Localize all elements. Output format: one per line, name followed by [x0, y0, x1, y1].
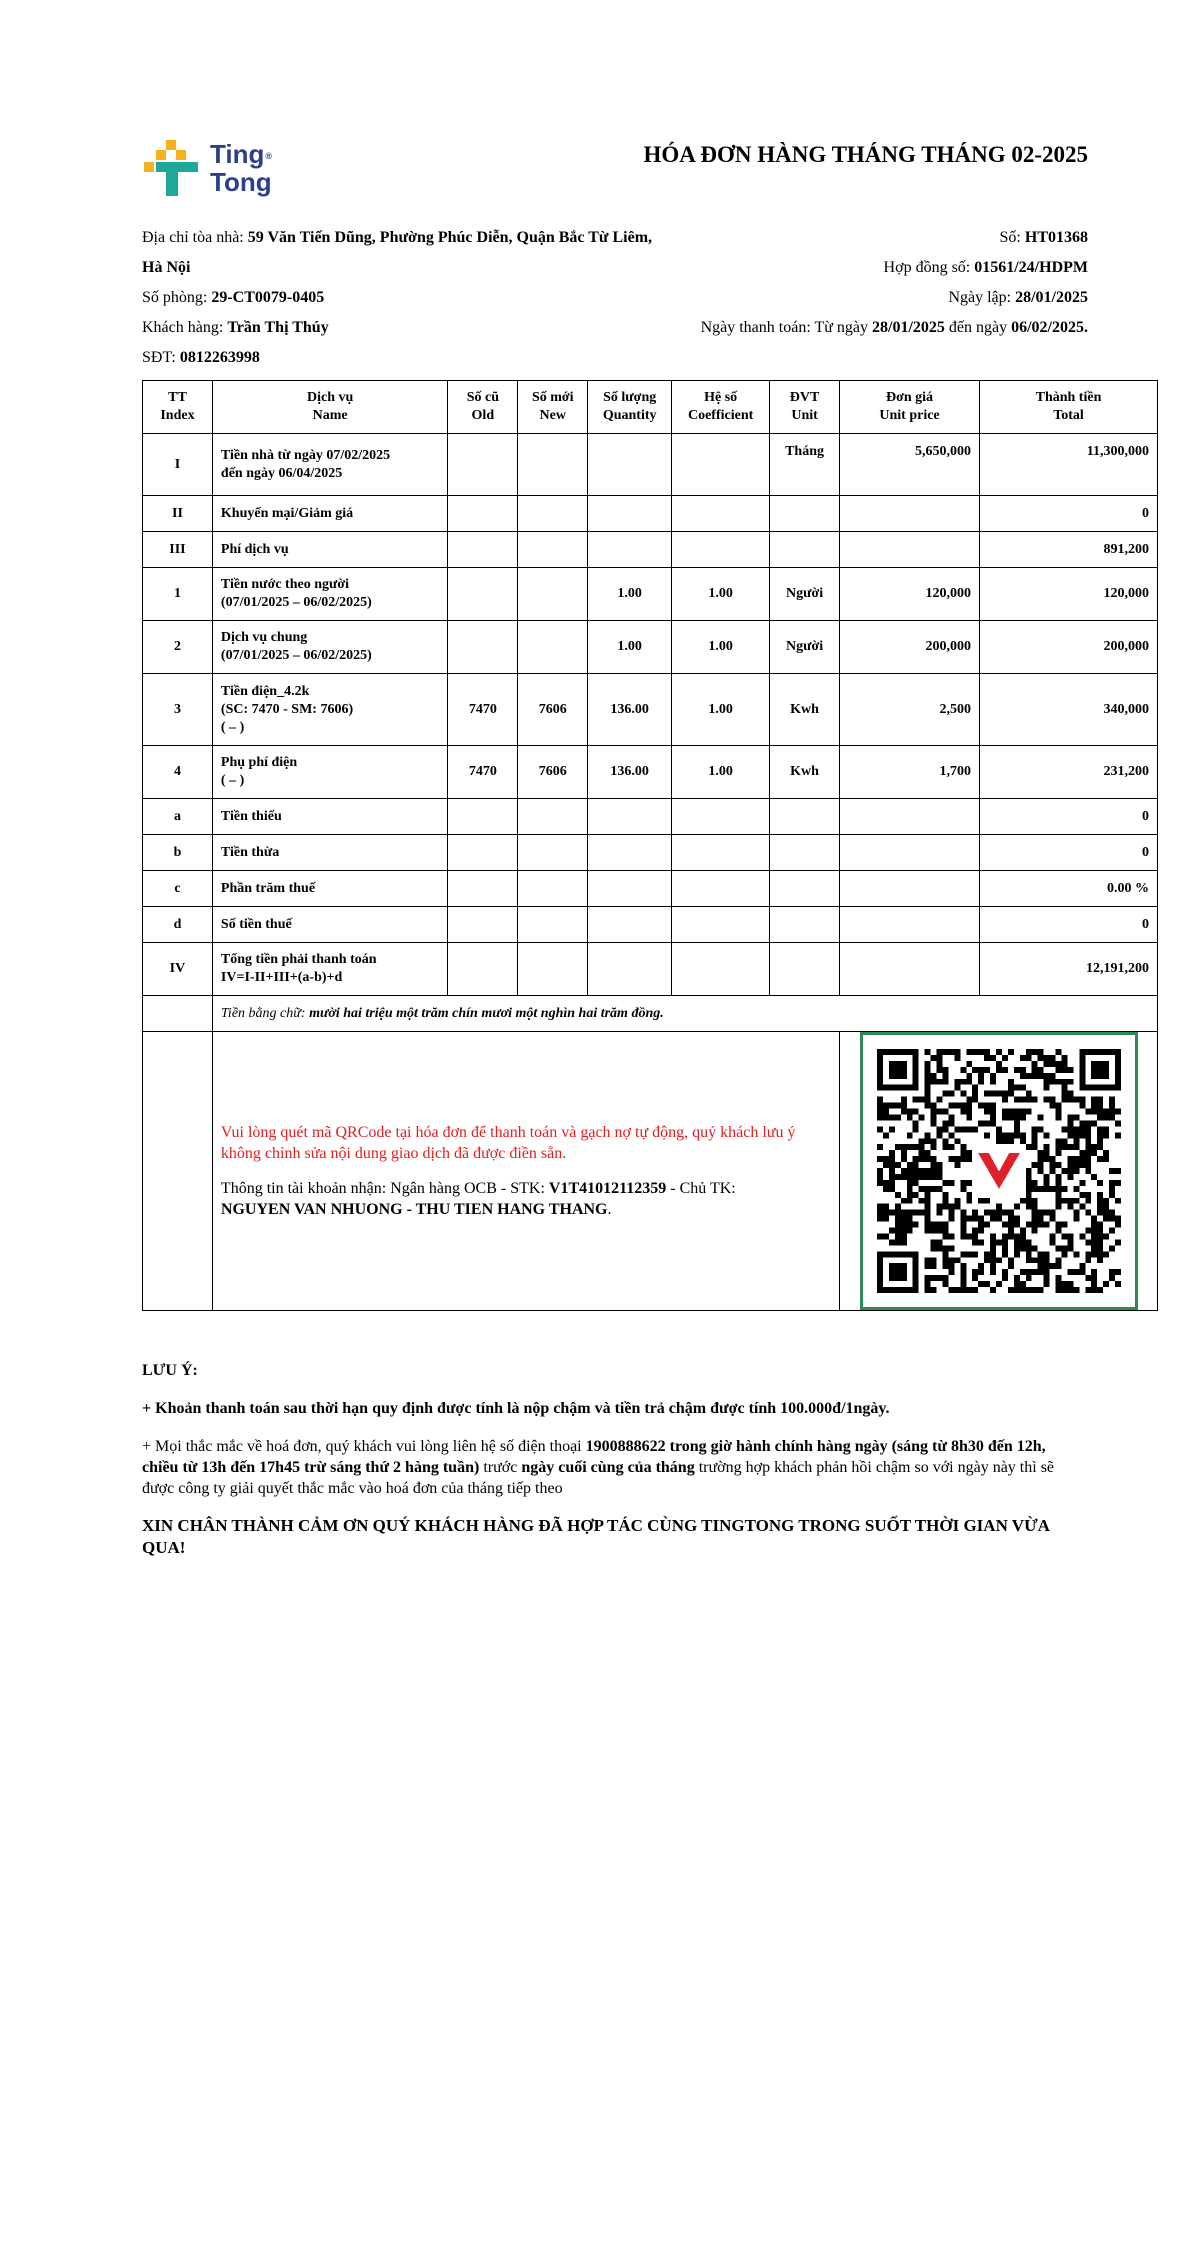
- issue-date-value: 28/01/2025: [1015, 289, 1088, 306]
- cell-old: [448, 907, 518, 943]
- cell-total: 340,000: [979, 674, 1157, 746]
- table-row: [143, 871, 1158, 907]
- bank-account-number: V1T41012112359: [548, 1180, 667, 1197]
- table-row: [143, 799, 1158, 835]
- table-row: [143, 746, 1158, 799]
- cell-old: 7470: [448, 746, 518, 799]
- cell-unit: [770, 871, 840, 907]
- cell-qty: [588, 907, 672, 943]
- table-row: [143, 943, 1158, 996]
- cell-qty: [588, 496, 672, 532]
- column-header: [672, 381, 770, 434]
- cell-old: 7470: [448, 674, 518, 746]
- cell-name: [212, 943, 447, 996]
- cell-new: [518, 943, 588, 996]
- payment-period: [528, 313, 1088, 343]
- column-header-en: Unit: [791, 408, 818, 423]
- invoice-title: HÓA ĐƠN HÀNG THÁNG THÁNG 02-2025: [643, 142, 1088, 167]
- cell-new: 7606: [518, 746, 588, 799]
- service-name-line: Dịch vụ chung: [220, 630, 308, 645]
- cell-empty: [143, 1032, 213, 1311]
- bank-info-prefix: Thông tin tài khoản nhận: Ngân hàng OCB - STK:: [220, 1180, 549, 1197]
- account-owner-suffix: .: [607, 1201, 612, 1218]
- account-owner-name: NGUYEN VAN NHUONG - THU TIEN HANG THANG: [220, 1201, 608, 1218]
- cell-idx: IV: [143, 943, 213, 996]
- cell-qty: 136.00: [588, 674, 672, 746]
- table-row: [143, 907, 1158, 943]
- contact-note-deadline: ngày cuối cùng của tháng: [521, 1459, 695, 1476]
- logo-line1: Ting: [210, 139, 265, 169]
- cell-old: [448, 532, 518, 568]
- cell-idx: c: [143, 871, 213, 907]
- cell-unit: Kwh: [770, 674, 840, 746]
- column-header-vi: ĐVT: [789, 390, 820, 405]
- table-row: [143, 532, 1158, 568]
- column-header: [840, 381, 980, 434]
- invoice-table: [142, 380, 1158, 1311]
- cell-unit: [770, 835, 840, 871]
- contact-note-hours: 1900888622 trong giờ hành chính hàng ngày (sáng từ 8h30 đến 12h, chiều từ 13h đến 17h45 trừ sáng thứ 2 hàng tuần): [142, 1438, 1046, 1476]
- cell-name: [212, 674, 447, 746]
- cell-total: 11,300,000: [979, 434, 1157, 496]
- column-header-en: Quantity: [602, 408, 657, 423]
- cell-new: [518, 532, 588, 568]
- column-header-en: New: [539, 408, 566, 423]
- column-header-vi: Số mới: [531, 390, 574, 405]
- cell-coef: [672, 434, 770, 496]
- bank-account-info: [221, 1178, 831, 1220]
- cell-old: [448, 835, 518, 871]
- cell-old: [448, 871, 518, 907]
- cell-old: [448, 943, 518, 996]
- column-header-vi: Số lượng: [603, 390, 657, 405]
- table-row: [143, 496, 1158, 532]
- cell-unit: [770, 943, 840, 996]
- cell-name: [212, 871, 447, 907]
- contact-note-part2: trước: [479, 1459, 522, 1476]
- service-name-line: Tổng tiền phải thanh toán: [220, 952, 377, 967]
- cell-old: [448, 799, 518, 835]
- payment-from-date: 28/01/2025: [872, 319, 945, 336]
- cell-old: [448, 434, 518, 496]
- service-name-line: Tiền nhà từ ngày 07/02/2025: [220, 447, 391, 463]
- cell-idx: b: [143, 835, 213, 871]
- qr-cell: [840, 1032, 1158, 1311]
- contact-note-part3: trường hợp khách phản hồi chậm so với ngày này thì sẽ được công ty giải quyết thắc mắc vào hoá đơn của tháng tiếp theo: [142, 1459, 1055, 1497]
- notes-title: LƯU Ý:: [142, 1362, 198, 1379]
- cell-qty: 1.00: [588, 568, 672, 621]
- column-header-vi: Đơn giá: [885, 390, 934, 405]
- logo-wordmark: [210, 140, 272, 196]
- cell-coef: [672, 907, 770, 943]
- cell-coef: [672, 943, 770, 996]
- logo-line2: Tong: [210, 167, 272, 197]
- column-header-en: Old: [471, 408, 495, 423]
- cell-idx: 4: [143, 746, 213, 799]
- logo-registered-mark: ®: [265, 151, 273, 161]
- cell-price: [840, 907, 980, 943]
- cell-total: 0: [979, 799, 1157, 835]
- cell-unit: Kwh: [770, 746, 840, 799]
- qr-warning-text: Vui lòng quét mã QRCode tại hóa đơn để thanh toán và gạch nợ tự động, quý khách lưu ý không chỉnh sửa nội dung giao dịch đã được điền sẵn.: [220, 1124, 796, 1162]
- service-name-line: (SC: 7470 - SM: 7606): [220, 701, 354, 717]
- cell-new: [518, 434, 588, 496]
- cell-name: [212, 746, 447, 799]
- invoice-meta: [528, 223, 1088, 343]
- cell-price: [840, 835, 980, 871]
- cell-name: [212, 532, 447, 568]
- cell-price: 200,000: [840, 621, 980, 674]
- cell-idx: III: [143, 532, 213, 568]
- contact-note-part1: + Mọi thắc mắc về hoá đơn, quý khách vui lòng liên hệ số điện thoại: [142, 1438, 586, 1455]
- cell-coef: [672, 532, 770, 568]
- cell-unit: [770, 532, 840, 568]
- cell-name: [212, 434, 447, 496]
- cell-idx: I: [143, 434, 213, 496]
- cell-qty: 1.00: [588, 621, 672, 674]
- customer-phone-label: SĐT:: [142, 349, 180, 366]
- contact-note: [142, 1436, 1082, 1499]
- service-name-line: Số tiền thuế: [220, 916, 292, 932]
- invoice-number-value: HT01368: [1024, 229, 1088, 246]
- table-row: [143, 568, 1158, 621]
- issue-date: [528, 283, 1088, 313]
- cell-name: [212, 799, 447, 835]
- cell-total: 200,000: [979, 621, 1157, 674]
- cell-name: [212, 835, 447, 871]
- cell-unit: Tháng: [770, 434, 840, 496]
- table-row: [143, 621, 1158, 674]
- cell-total: 12,191,200: [979, 943, 1157, 996]
- service-name-line: ( – ): [220, 719, 245, 735]
- column-header: [143, 381, 213, 434]
- building-address-value: 59 Văn Tiến Dũng, Phường Phúc Diễn, Quận Bắc Từ Liêm, Hà Nội: [142, 229, 653, 276]
- tingtong-logo: [142, 140, 282, 200]
- cell-new: [518, 835, 588, 871]
- amount-in-words-value: mười hai triệu một trăm chín mươi một nghìn hai trăm đồng.: [309, 1005, 664, 1021]
- cell-price: 2,500: [840, 674, 980, 746]
- cell-price: [840, 532, 980, 568]
- cell-new: 7606: [518, 674, 588, 746]
- service-name-line: Phụ phí điện: [220, 755, 298, 770]
- column-header: [770, 381, 840, 434]
- issue-date-label: Ngày lập:: [948, 289, 1016, 306]
- amount-in-words: [212, 996, 1157, 1032]
- column-header-en: Index: [160, 408, 195, 423]
- cell-total: 0: [979, 835, 1157, 871]
- cell-name: [212, 568, 447, 621]
- cell-price: 5,650,000: [840, 434, 980, 496]
- room-number-label: Số phòng:: [142, 289, 212, 306]
- cell-price: 1,700: [840, 746, 980, 799]
- qr-brand-check-icon: [978, 1153, 1020, 1189]
- cell-total: 0.00 %: [979, 871, 1157, 907]
- cell-qty: [588, 434, 672, 496]
- service-name-line: Tiền thừa: [220, 844, 280, 860]
- table-row: [143, 835, 1158, 871]
- cell-old: [448, 568, 518, 621]
- service-name-line: (07/01/2025 – 06/02/2025): [220, 648, 372, 663]
- notes-section: [142, 1360, 1082, 1559]
- cell-idx: 3: [143, 674, 213, 746]
- payment-qr-code[interactable]: [860, 1032, 1138, 1310]
- cell-qty: 136.00: [588, 746, 672, 799]
- cell-name: [212, 907, 447, 943]
- customer-name-value: Trần Thị Thúy: [227, 319, 329, 336]
- customer-phone-value: 0812263998: [179, 349, 260, 366]
- column-header-en: Unit price: [879, 408, 940, 423]
- service-name-line: đến ngày 06/04/2025: [220, 465, 343, 481]
- cell-qty: [588, 799, 672, 835]
- column-header: [448, 381, 518, 434]
- cell-old: [448, 621, 518, 674]
- cell-coef: 1.00: [672, 568, 770, 621]
- cell-qty: [588, 532, 672, 568]
- amount-in-words-row: [143, 996, 1158, 1032]
- cell-total: 120,000: [979, 568, 1157, 621]
- cell-name: [212, 496, 447, 532]
- service-name-line: IV=I-II+III+(a-b)+d: [220, 970, 343, 985]
- payment-instructions: [212, 1032, 839, 1311]
- cell-unit: [770, 496, 840, 532]
- payment-to-date: 06/02/2025.: [1011, 319, 1088, 336]
- account-owner-label: - Chủ TK:: [666, 1180, 736, 1197]
- cell-total: 891,200: [979, 532, 1157, 568]
- cell-unit: Người: [770, 568, 840, 621]
- invoice-number-label: Số:: [999, 229, 1025, 246]
- service-name-line: Tiền nước theo người: [220, 577, 350, 592]
- cell-price: [840, 799, 980, 835]
- cell-coef: [672, 871, 770, 907]
- column-header-en: Total: [1053, 408, 1084, 423]
- table-header-row: [143, 381, 1158, 434]
- service-name-line: Khuyến mại/Giảm giá: [220, 505, 354, 521]
- customer-name-label: Khách hàng:: [142, 319, 228, 336]
- cell-coef: 1.00: [672, 674, 770, 746]
- contract-number: [528, 253, 1088, 283]
- cell-new: [518, 496, 588, 532]
- cell-idx: a: [143, 799, 213, 835]
- cell-qty: [588, 943, 672, 996]
- cell-coef: 1.00: [672, 621, 770, 674]
- contract-number-label: Hợp đồng số:: [883, 259, 975, 276]
- payment-row: [143, 1032, 1158, 1311]
- column-header: [979, 381, 1157, 434]
- service-name-line: Tiền điện_4.2k: [220, 683, 310, 699]
- column-header-vi: Dịch vụ: [307, 390, 354, 405]
- invoice-number: [528, 223, 1088, 253]
- table-row: [143, 434, 1158, 496]
- cell-coef: [672, 835, 770, 871]
- contract-number-value: 01561/24/HDPM: [974, 259, 1088, 276]
- cell-unit: Người: [770, 621, 840, 674]
- column-header-vi: Số cũ: [466, 390, 499, 405]
- payment-period-label: Ngày thanh toán: Từ ngày: [700, 319, 873, 336]
- amount-in-words-label: Tiền bằng chữ:: [220, 1005, 310, 1021]
- cell-idx: 2: [143, 621, 213, 674]
- cell-total: 0: [979, 907, 1157, 943]
- cell-unit: [770, 799, 840, 835]
- late-payment-note: + Khoản thanh toán sau thời hạn quy định được tính là nộp chậm và tiền trả chậm được tính 100.000đ/1ngày.: [142, 1400, 890, 1417]
- cell-new: [518, 907, 588, 943]
- cell-new: [518, 871, 588, 907]
- service-name-line: Phí dịch vụ: [220, 541, 289, 557]
- cell-qty: [588, 835, 672, 871]
- customer-phone: [142, 343, 662, 373]
- room-number-value: 29-CT0079-0405: [211, 289, 325, 306]
- cell-coef: [672, 799, 770, 835]
- cell-price: 120,000: [840, 568, 980, 621]
- column-header-vi: Hệ số: [704, 390, 738, 405]
- cell-idx: 1: [143, 568, 213, 621]
- cell-coef: 1.00: [672, 746, 770, 799]
- logo-mark-icon: [142, 140, 204, 198]
- building-address-label: Địa chỉ tòa nhà:: [142, 229, 248, 246]
- service-name-line: ( – ): [220, 773, 245, 788]
- cell-total: 0: [979, 496, 1157, 532]
- cell-name: [212, 621, 447, 674]
- payment-period-mid: đến ngày: [944, 319, 1012, 336]
- cell-old: [448, 496, 518, 532]
- cell-qty: [588, 871, 672, 907]
- cell-new: [518, 621, 588, 674]
- column-header-vi: Thành tiền: [1035, 390, 1102, 405]
- cell-idx: d: [143, 907, 213, 943]
- column-header-en: Coefficient: [687, 408, 754, 423]
- cell-new: [518, 799, 588, 835]
- service-name-line: Phần trăm thuế: [220, 880, 316, 896]
- thank-you-message: XIN CHÂN THÀNH CẢM ƠN QUÝ KHÁCH HÀNG ĐÃ HỢP TÁC CÙNG TINGTONG TRONG SUỐT THỜI GIAN VỪA QUA!: [142, 1516, 1049, 1557]
- cell-unit: [770, 907, 840, 943]
- service-name-line: Tiền thiếu: [220, 808, 282, 824]
- column-header: [212, 381, 447, 434]
- column-header-vi: TT: [168, 390, 187, 405]
- qr-code-icon: [877, 1049, 1121, 1293]
- cell-empty: [143, 996, 213, 1032]
- cell-price: [840, 943, 980, 996]
- column-header: [588, 381, 672, 434]
- column-header-en: Name: [312, 408, 348, 423]
- table-row: [143, 674, 1158, 746]
- cell-new: [518, 568, 588, 621]
- cell-total: 231,200: [979, 746, 1157, 799]
- cell-price: [840, 871, 980, 907]
- cell-price: [840, 496, 980, 532]
- service-name-line: (07/01/2025 – 06/02/2025): [220, 595, 372, 610]
- column-header: [518, 381, 588, 434]
- cell-idx: II: [143, 496, 213, 532]
- cell-coef: [672, 496, 770, 532]
